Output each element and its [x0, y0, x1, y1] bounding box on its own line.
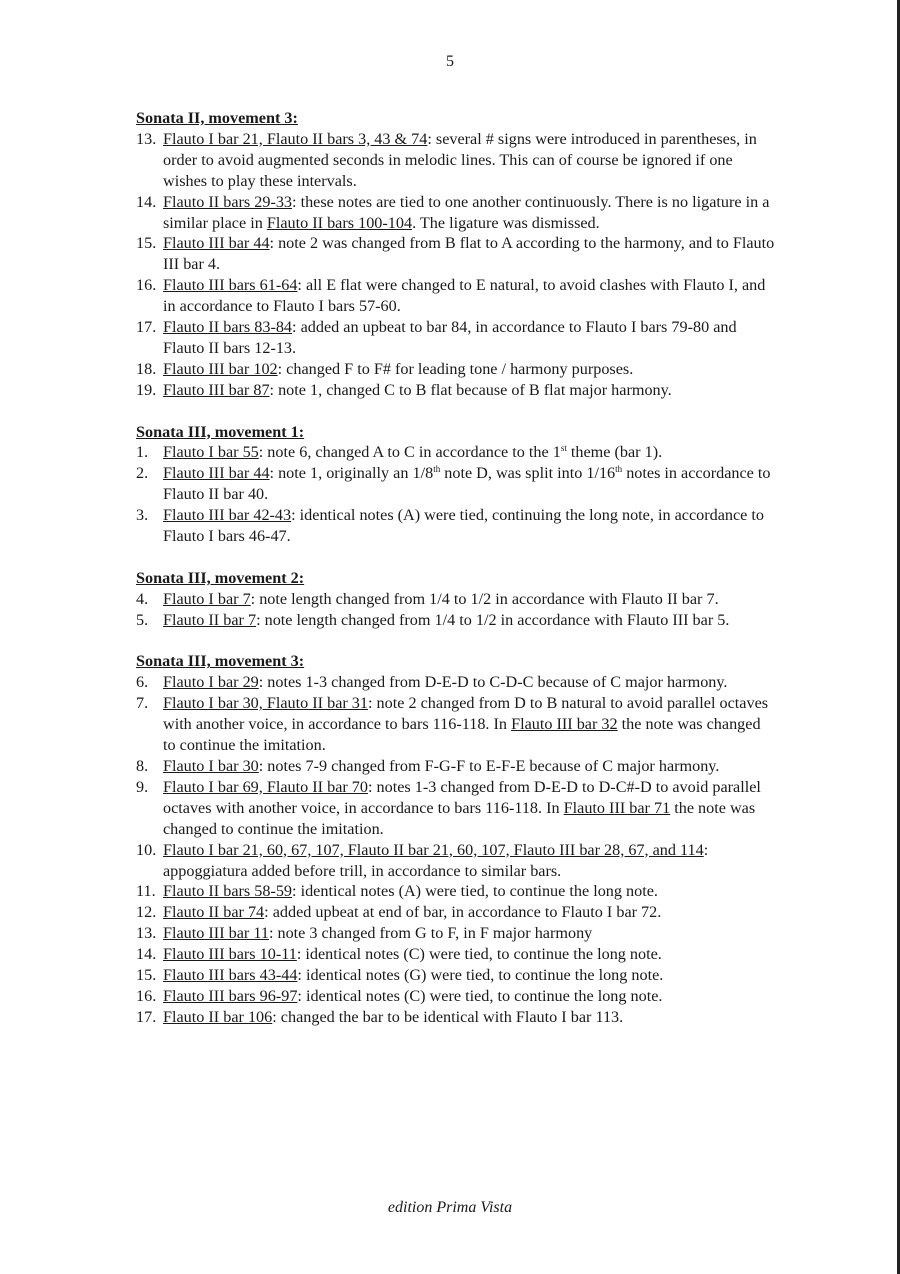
bar-reference: Flauto III bars 43-44 — [163, 966, 298, 985]
bar-reference: Flauto III bars 96-97 — [163, 986, 298, 1005]
page-number: 5 — [446, 53, 454, 70]
item-number: 17. — [136, 318, 157, 337]
bar-reference: Flauto II bars 29-33 — [163, 192, 293, 211]
item-number: 14. — [136, 945, 157, 964]
section-heading: Sonata II, movement 3: — [136, 109, 298, 127]
item-number: 2. — [136, 464, 149, 483]
bar-reference: Flauto II bars 58-59 — [163, 882, 293, 901]
notes-list — [136, 589, 776, 631]
item-number: 18. — [136, 359, 157, 378]
list-item — [136, 192, 776, 234]
item-text: : notes 1-3 changed from D-E-D to C-D-C because of C major harmony. — [258, 673, 728, 692]
item-text: : changed the bar to be identical with Flauto I bar 113. — [272, 1007, 624, 1026]
section — [136, 422, 776, 547]
item-text: : all E flat were changed to E natural, to avoid clashes with Flauto I, and in accordance to Flauto I bars 57-60. — [163, 276, 766, 316]
item-text: : identical notes (C) were tied, to continue the long note. — [296, 945, 662, 964]
item-number: 13. — [136, 924, 157, 943]
ordinal-suffix: st — [560, 443, 567, 454]
notes-list — [136, 672, 776, 1027]
list-item — [136, 442, 776, 463]
item-text: : identical notes (G) were tied, to continue the long note. — [297, 966, 664, 985]
item-text: : added upbeat at end of bar, in accordance to Flauto I bar 72. — [264, 903, 662, 922]
item-text: : note 3 changed from G to F, in F major harmony — [268, 924, 593, 943]
item-number: 15. — [136, 234, 157, 253]
item-text: : identical notes (A) were tied, to continue the long note. — [292, 882, 658, 901]
bar-reference: Flauto I bar 30, Flauto II bar 31 — [163, 694, 368, 713]
list-item — [136, 317, 776, 359]
list-item — [136, 610, 776, 631]
notes-list — [136, 442, 776, 547]
item-text: notes in accordance to Flauto II bar 40. — [163, 464, 771, 504]
list-item — [136, 589, 776, 610]
item-text: : appoggiatura added before trill, in accordance to similar bars. — [163, 840, 709, 880]
bar-reference: Flauto II bars 83-84 — [163, 318, 293, 337]
list-item — [136, 359, 776, 380]
item-text: : note length changed from 1/4 to 1/2 in accordance with Flauto III bar 5. — [256, 610, 730, 629]
item-text: : note 1, originally an 1/8 — [269, 464, 434, 483]
item-number: 4. — [136, 589, 149, 608]
item-text: : identical notes (C) were tied, to continue the long note. — [297, 986, 663, 1005]
list-item — [136, 756, 776, 777]
list-item — [136, 902, 776, 923]
bar-reference: Flauto I bar 21, 60, 67, 107, Flauto II bar 21, 60, 107, Flauto III bar 28, 67, and 114 — [163, 840, 704, 859]
bar-reference: Flauto II bar 74 — [163, 903, 265, 922]
item-number: 10. — [136, 840, 157, 859]
bar-reference: Flauto I bar 55 — [163, 443, 259, 462]
list-item — [136, 672, 776, 693]
item-text: . The ligature was dismissed. — [412, 213, 600, 232]
item-text: : note 2 was changed from B flat to A according to the harmony, and to Flauto III bar 4. — [163, 234, 775, 274]
list-item — [136, 986, 776, 1007]
item-text: theme (bar 1). — [566, 443, 663, 462]
item-number: 3. — [136, 506, 149, 525]
item-number: 8. — [136, 756, 149, 775]
item-text: : note 2 changed from D to B natural to avoid parallel octaves with another voice, in accordance to bars 116-118. In — [163, 694, 769, 734]
bar-reference: Flauto I bar 29 — [163, 673, 259, 692]
list-item — [136, 233, 776, 275]
footer-publisher: edition Prima Vista — [387, 1199, 513, 1216]
bar-reference: Flauto I bar 30 — [163, 756, 259, 775]
list-item — [136, 505, 776, 547]
bar-reference: Flauto III bar 71 — [563, 798, 671, 817]
list-item — [136, 129, 776, 192]
section-heading: Sonata III, movement 2: — [136, 568, 305, 587]
item-text: : these notes are tied to one another continuously. There is no ligature in a similar place in — [163, 192, 770, 232]
item-number: 16. — [136, 276, 157, 295]
section — [136, 568, 776, 631]
ordinal-suffix: th — [433, 464, 441, 475]
notes-list — [136, 129, 776, 401]
list-item — [136, 1007, 776, 1028]
section-heading: Sonata III, movement 3: — [136, 652, 305, 671]
bar-reference: Flauto I bar 21, Flauto II bars 3, 43 & 74 — [163, 129, 428, 148]
bar-reference: Flauto II bar 106 — [163, 1007, 273, 1026]
list-item — [136, 380, 776, 401]
bar-reference: Flauto III bar 44 — [163, 234, 270, 253]
item-number: 16. — [136, 986, 157, 1005]
bar-reference: Flauto III bar 102 — [163, 359, 278, 378]
item-text: note D, was split into 1/16 — [440, 464, 616, 483]
item-text: : identical notes (A) were tied, continuing the long note, in accordance to Flauto I bars 46-47. — [163, 506, 765, 546]
item-number: 12. — [136, 903, 157, 922]
list-item — [136, 777, 776, 840]
section-heading: Sonata III, movement 1: — [136, 422, 305, 441]
item-text: : notes 7-9 changed from F-G-F to E-F-E because of C major harmony. — [258, 756, 720, 775]
list-item — [136, 840, 776, 882]
item-text: : several # signs were introduced in parentheses, in order to avoid augmented seconds in melodic lines. This can of course be ignored if one wishes to play these intervals. — [163, 129, 757, 190]
ordinal-suffix: th — [615, 464, 623, 475]
item-number: 6. — [136, 673, 149, 692]
item-number: 1. — [136, 443, 149, 462]
item-text: : note 6, changed A to C in accordance to the 1 — [258, 443, 561, 462]
item-number: 5. — [136, 610, 149, 629]
item-text: : note length changed from 1/4 to 1/2 in accordance with Flauto II bar 7. — [250, 589, 719, 608]
item-text: : changed F to F# for leading tone / harmony purposes. — [277, 359, 634, 378]
item-text: : added an upbeat to bar 84, in accordance to Flauto I bars 79-80 and Flauto II bars 12-13. — [163, 318, 737, 357]
bar-reference: Flauto II bars 100-104 — [266, 213, 413, 232]
item-text: the note was changed to continue the imitation. — [163, 715, 761, 755]
bar-reference: Flauto II bar 7 — [163, 610, 257, 629]
item-text: : notes 1-3 changed from D-E-D to D-C#-D to avoid parallel octaves with another voice, in accordance to bars 116-118. In — [163, 777, 761, 817]
bar-reference: Flauto I bar 7 — [163, 589, 251, 608]
bar-reference: Flauto III bars 61-64 — [163, 276, 298, 295]
list-item — [136, 923, 776, 944]
bar-reference: Flauto III bar 42-43 — [163, 506, 292, 525]
list-item — [136, 275, 776, 317]
list-item — [136, 881, 776, 902]
item-text: the note was changed to continue the imitation. — [163, 798, 756, 838]
item-number: 13. — [136, 129, 157, 148]
item-number: 11. — [136, 882, 156, 901]
item-number: 7. — [136, 694, 149, 713]
item-number: 15. — [136, 966, 157, 985]
list-item — [136, 693, 776, 756]
list-item — [136, 463, 776, 505]
section — [136, 108, 776, 401]
bar-reference: Flauto III bar 11 — [163, 924, 269, 943]
item-number: 19. — [136, 380, 157, 399]
item-number: 14. — [136, 192, 157, 211]
section — [136, 651, 776, 1027]
list-item — [136, 944, 776, 965]
bar-reference: Flauto III bars 10-11 — [163, 945, 297, 964]
item-number: 9. — [136, 777, 149, 796]
document-body — [136, 108, 776, 1049]
bar-reference: Flauto III bar 44 — [163, 464, 270, 483]
item-text: : note 1, changed C to B flat because of B flat major harmony. — [269, 380, 672, 399]
bar-reference: Flauto I bar 69, Flauto II bar 70 — [163, 777, 368, 796]
list-item — [136, 965, 776, 986]
bar-reference: Flauto III bar 87 — [163, 380, 270, 399]
bar-reference: Flauto III bar 32 — [511, 715, 618, 734]
item-number: 17. — [136, 1007, 157, 1026]
